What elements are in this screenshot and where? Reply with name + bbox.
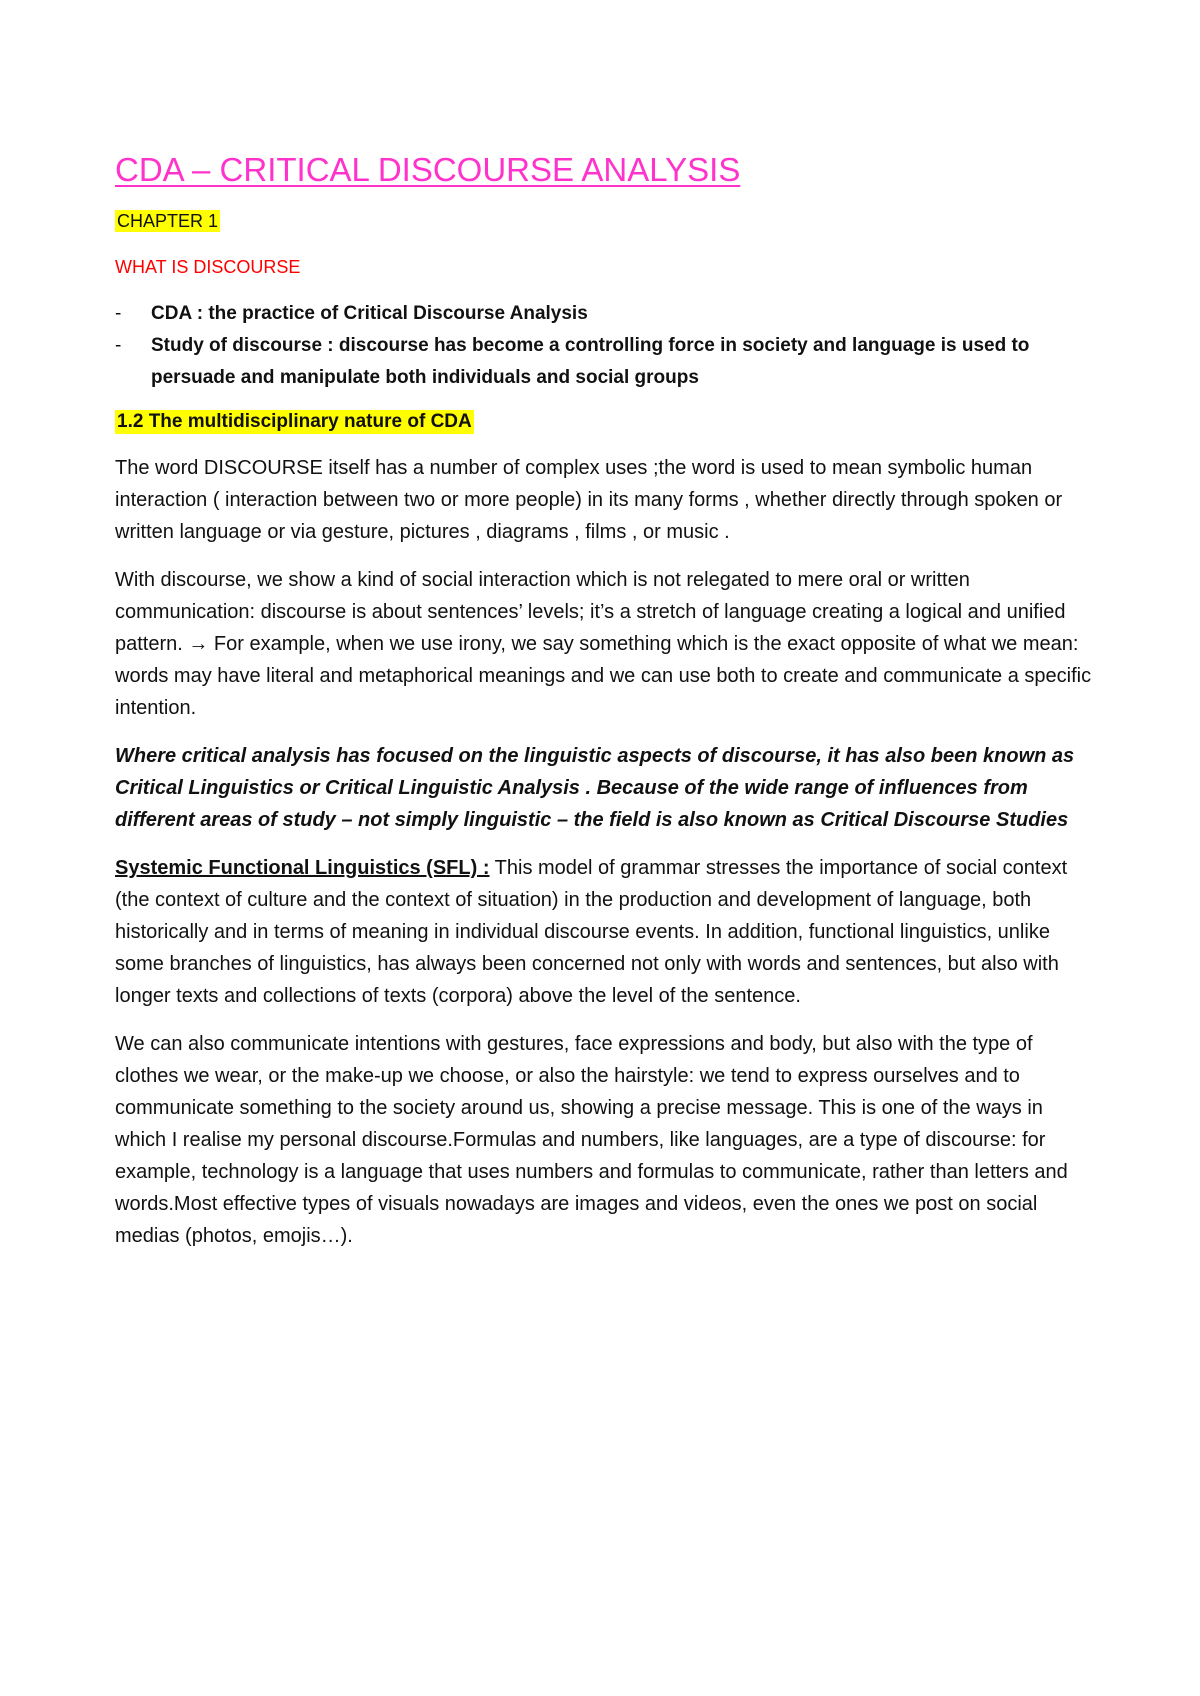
section-heading: 1.2 The multidisciplinary nature of CDA [117, 411, 472, 432]
paragraph-social-interaction: With discourse, we show a kind of social interaction which is not relegated to mere oral or written communication: discourse is about sentences’ levels; it’s a stretch of language creating a logical and unified pattern. → For example, when we use irony, we say something which is the exact opposite of what we mean: words may have literal and metaphorical meanings and we can use both to create and communicate a specific intention. [115, 569, 1092, 719]
paragraph-communication-intentions: We can also communicate intentions with gestures, face expressions and body, but also with the type of clothes we wear, or the make-up we choose, or also the hairstyle: we tend to express ourselves and to communicate something to the society around us, showing a precise message. This is one of the ways in which I realise my personal discourse.Formulas and numbers, like languages, are a type of discourse: for example, technology is a language that uses numbers and formulas to communicate, rather than letters and words.Most effective types of visuals nowadays are images and videos, even the ones we post on social medias (photos, emojis…). [115, 1033, 1068, 1247]
list-item-text: CDA : the practice of Critical Discourse Analysis [151, 303, 588, 324]
document-content [115, 150, 1095, 1268]
chapter-label: CHAPTER 1 [117, 211, 219, 231]
list-item [115, 298, 1095, 330]
paragraph-discourse-uses: The word DISCOURSE itself has a number of complex uses ;the word is used to mean symbolic human interaction ( interaction between two or more people) in its many forms , whether directly through spoken or written language or via gesture, pictures , diagrams , films , or music . [115, 457, 1063, 543]
what-is-discourse-heading: WHAT IS DISCOURSE [115, 257, 301, 277]
sfl-text: This model of grammar stresses the importance of social context (the context of culture and the context of situation) in the production and development of language, both historically and in terms of meaning in individual discourse events. In addition, functional linguistics, unlike some branches of linguistics, has always been concerned not only with words and sentences, but also with longer texts and collections of texts (corpora) above the level of the sentence. [115, 857, 1068, 1007]
bullet-dash: - [115, 335, 122, 356]
document-title: CDA – CRITICAL DISCOURSE ANALYSIS [115, 151, 741, 188]
sfl-label: Systemic Functional Linguistics (SFL) : [115, 857, 490, 879]
list-item-text: Study of discourse : discourse has become a controlling force in society and language is used to persuade and manipulate both individuals and social groups [151, 335, 1030, 388]
paragraph-sfl [115, 852, 1095, 1012]
list-item [115, 330, 1095, 394]
bullet-dash: - [115, 303, 122, 324]
paragraph-critical-linguistics: Where critical analysis has focused on the linguistic aspects of discourse, it has also been known as Critical Linguistics or Critical Linguistic Analysis . Because of the wide range of influences from different areas of study – not simply linguistic – the field is also known as Critical Discourse Studies [115, 745, 1075, 831]
definition-list [115, 298, 1095, 394]
